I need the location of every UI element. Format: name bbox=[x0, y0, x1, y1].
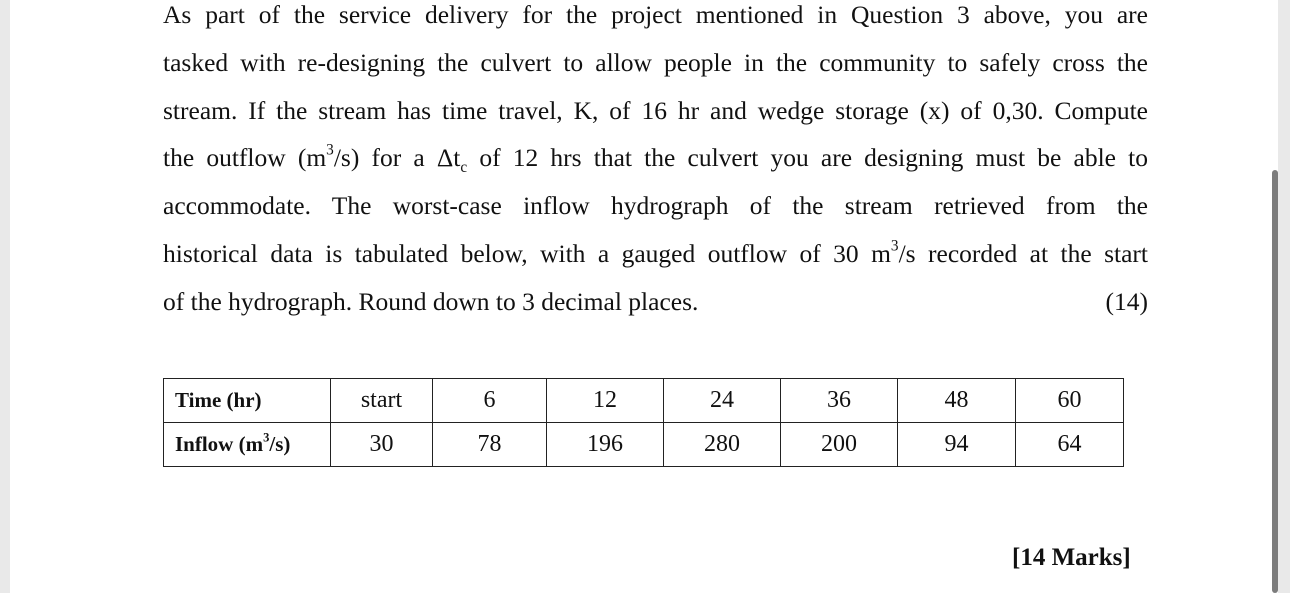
table-cell: 60 bbox=[1016, 379, 1124, 423]
table-cell: 30 bbox=[331, 423, 433, 467]
total-marks: [14 Marks] bbox=[1012, 544, 1131, 571]
table-cell: 48 bbox=[898, 379, 1016, 423]
question-line-3: stream. If the stream has time travel, K, of 16 hr and wedge storage (x) of 0,30. Compute bbox=[163, 95, 1148, 125]
question-line-7 bbox=[163, 278, 1148, 326]
question-line-1: As part of the service delivery for the project mentioned in Question 3 above, you are bbox=[163, 0, 1148, 29]
question-points: (14) bbox=[1105, 286, 1148, 316]
table-cell: 6 bbox=[433, 379, 547, 423]
inflow-header: Inflow $(m^3/s)$ bbox=[164, 423, 331, 467]
question-line-7-text: of the hydrograph. Round down to 3 decimal places. bbox=[163, 286, 699, 316]
table-cell: 24 bbox=[664, 379, 781, 423]
question-line-6: historical data is tabulated below, with a gauged outflow of 30 $m^3/s$ recorded at the start bbox=[163, 237, 1148, 268]
table-cell: 64 bbox=[1016, 423, 1124, 467]
table-cell: 280 bbox=[664, 423, 781, 467]
table-row-inflow bbox=[164, 423, 1124, 467]
table-cell: 200 bbox=[781, 423, 898, 467]
inflow-hydrograph-table bbox=[163, 378, 1124, 467]
vertical-scrollbar[interactable] bbox=[1272, 170, 1278, 593]
table-cell: 36 bbox=[781, 379, 898, 423]
question-line-4: the outflow $(m^3/s)$ for a $\Delta t_c$ of 12 hrs that the culvert you are designing must be able to bbox=[163, 141, 1148, 177]
table-cell: 94 bbox=[898, 423, 1016, 467]
table-cell: start bbox=[331, 379, 433, 423]
table-row-time bbox=[164, 379, 1124, 423]
table-cell: 196 bbox=[547, 423, 664, 467]
question-line-5: accommodate. The worst-case inflow hydrograph of the stream retrieved from the bbox=[163, 191, 1148, 221]
question-paragraph bbox=[163, 0, 1148, 326]
question-line-2: tasked with re-designing the culvert to allow people in the community to safely cross the bbox=[163, 47, 1148, 77]
table-cell: 12 bbox=[547, 379, 664, 423]
time-header: Time (hr) bbox=[164, 379, 331, 423]
table-cell: 78 bbox=[433, 423, 547, 467]
